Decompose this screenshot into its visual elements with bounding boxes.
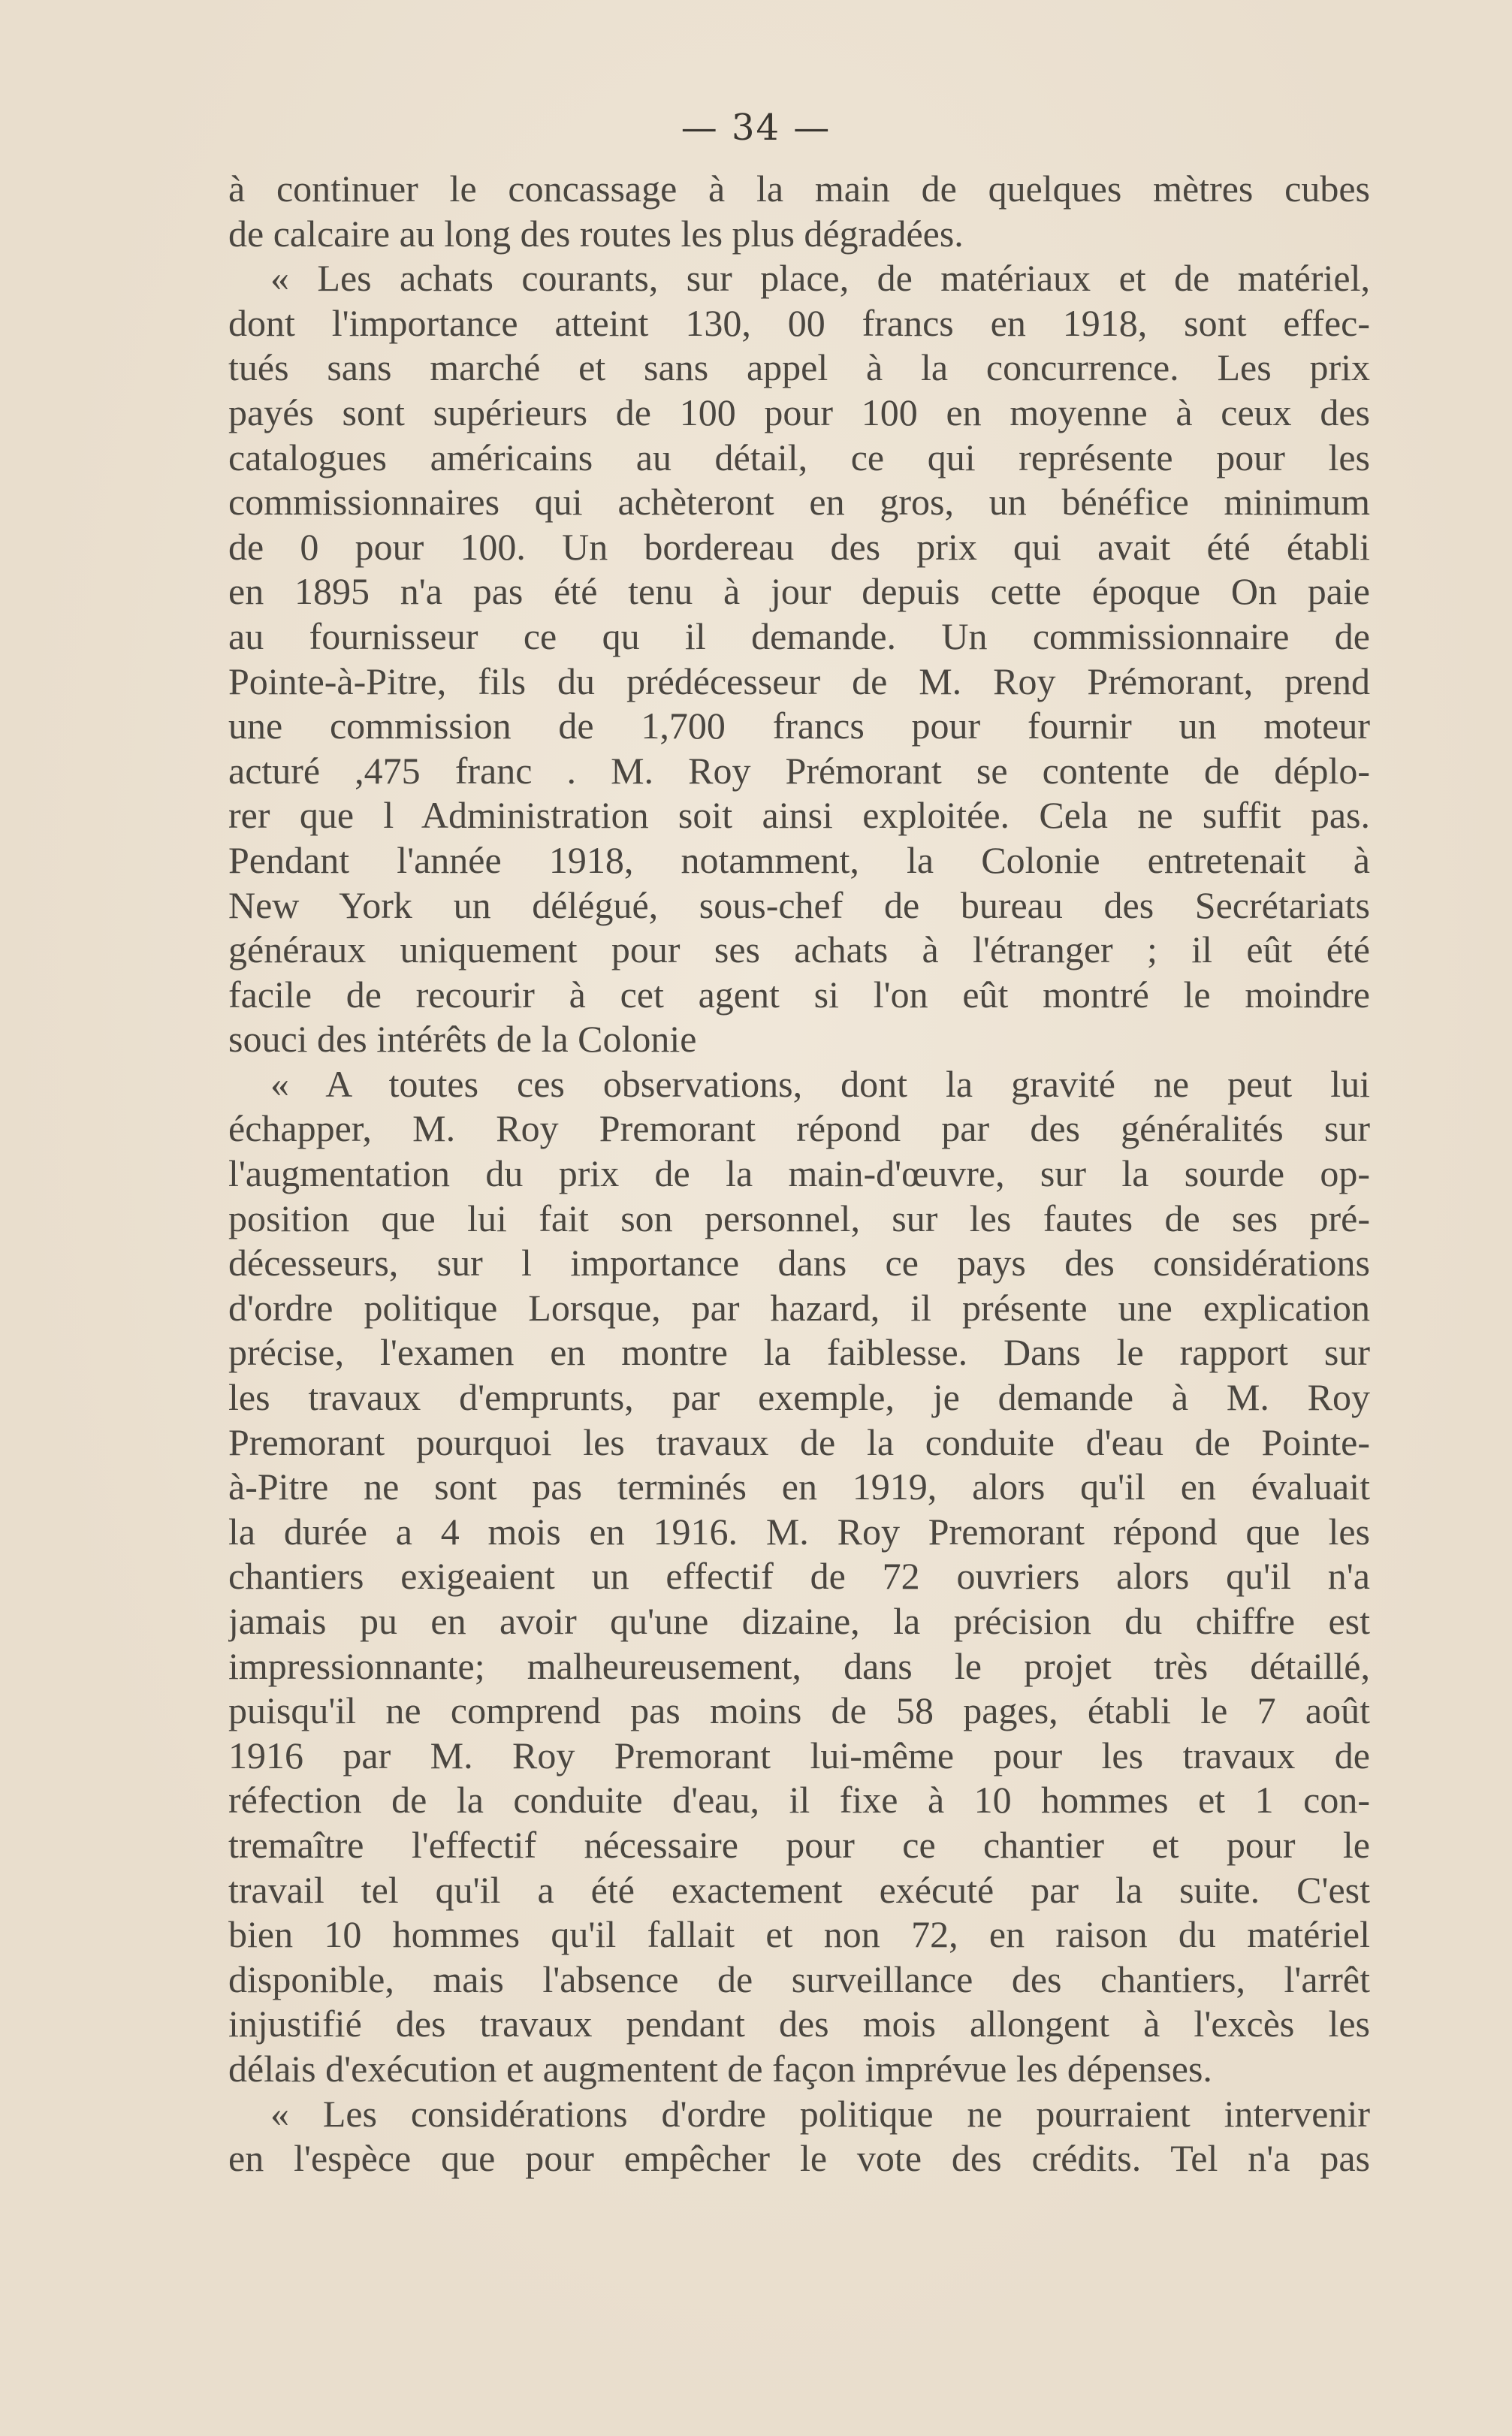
text-line: d'ordre politique Lorsque, par hazard, il présente une explication bbox=[228, 1286, 1370, 1329]
text-line: commissionnaires qui achèteront en gros, un bénéfice minimum bbox=[228, 481, 1370, 524]
text-line: jamais pu en avoir qu'une dizaine, la précision du chiffre est bbox=[228, 1600, 1370, 1642]
text-line: rer que l Administration soit ainsi exploitée. Cela ne suffit pas. bbox=[228, 794, 1370, 837]
text-line: disponible, mais l'absence de surveillance des chantiers, l'arrêt bbox=[228, 1958, 1370, 2000]
text-line: 1916 par M. Roy Premorant lui-même pour les travaux de bbox=[228, 1734, 1370, 1776]
text-line: réfection de la conduite d'eau, il fixe à 10 hommes et 1 con- bbox=[228, 1779, 1370, 1822]
text-line: délais d'exécution et augmentent de façon imprévue les dépenses. bbox=[228, 2047, 1212, 2090]
text-line: de calcaire au long des routes les plus dégradées. bbox=[228, 212, 964, 255]
text-line: décesseurs, sur l importance dans ce pays des considérations bbox=[228, 1242, 1370, 1284]
text-line: position que lui fait son personnel, sur les fautes de ses pré- bbox=[228, 1197, 1370, 1239]
text-line: à-Pitre ne sont pas terminés en 1919, alors qu'il en évaluait bbox=[228, 1466, 1370, 1508]
text-line: généraux uniquement pour ses achats à l'étranger ; il eût été bbox=[228, 928, 1370, 971]
text-line: Pointe-à-Pitre, fils du prédécesseur de M. Roy Prémorant, prend bbox=[228, 660, 1370, 702]
text-line: Premorant pourquoi les travaux de la conduite d'eau de Pointe- bbox=[228, 1420, 1370, 1463]
text-line: puisqu'il ne comprend pas moins de 58 pages, établi le 7 août bbox=[228, 1689, 1370, 1732]
text-line: facile de recourir à cet agent si l'on eût montré le moindre bbox=[228, 973, 1370, 1016]
body-text bbox=[228, 167, 1370, 2181]
text-line: tremaître l'effectif nécessaire pour ce chantier et pour le bbox=[228, 1823, 1370, 1866]
text-line: précise, l'examen en montre la faiblesse. Dans le rapport sur bbox=[228, 1331, 1370, 1374]
text-line: échapper, M. Roy Premorant répond par des généralités sur bbox=[228, 1107, 1370, 1150]
text-line: en l'espèce que pour empêcher le vote des crédits. Tel n'a pas bbox=[228, 2137, 1370, 2180]
text-line: travail tel qu'il a été exactement exécuté par la suite. C'est bbox=[228, 1868, 1370, 1911]
text-line: les travaux d'emprunts, par exemple, je demande à M. Roy bbox=[228, 1376, 1370, 1419]
paragraph-start-line: « Les achats courants, sur place, de matériaux et de matériel, bbox=[270, 257, 1370, 300]
paragraph-start-line: « A toutes ces observations, dont la gravité ne peut lui bbox=[270, 1062, 1370, 1105]
text-line: payés sont supérieurs de 100 pour 100 en moyenne à ceux des bbox=[228, 391, 1370, 433]
text-line: à continuer le concassage à la main de quelques mètres cubes bbox=[228, 168, 1370, 210]
text-line: de 0 pour 100. Un bordereau des prix qui avait été établi bbox=[228, 525, 1370, 568]
text-line: dont l'importance atteint 130, 00 francs en 1918, sont effec- bbox=[228, 301, 1370, 344]
text-line: en 1895 n'a pas été tenu à jour depuis cette époque On paie bbox=[228, 570, 1370, 613]
text-line: injustifié des travaux pendant des mois allongent à l'excès les bbox=[228, 2003, 1370, 2045]
text-line: chantiers exigeaient un effectif de 72 ouvriers alors qu'il n'a bbox=[228, 1555, 1370, 1598]
text-line: bien 10 hommes qu'il fallait et non 72, en raison du matériel bbox=[228, 1913, 1370, 1956]
text-line: acturé ,475 franc . M. Roy Prémorant se contente de déplo- bbox=[228, 749, 1370, 792]
text-line: l'augmentation du prix de la main-d'œuvre, sur la sourde op- bbox=[228, 1152, 1370, 1195]
text-line: une commission de 1,700 francs pour fournir un moteur bbox=[228, 705, 1370, 747]
page-number: — 34 — bbox=[681, 107, 831, 149]
text-line: la durée a 4 mois en 1916. M. Roy Premorant répond que les bbox=[228, 1510, 1370, 1553]
text-line: au fournisseur ce qu il demande. Un commissionnaire de bbox=[228, 614, 1370, 657]
text-line: tués sans marché et sans appel à la concurrence. Les prix bbox=[228, 346, 1370, 389]
text-line: New York un délégué, sous-chef de bureau des Secrétariats bbox=[228, 883, 1370, 926]
text-line: catalogues américains au détail, ce qui représente pour les bbox=[228, 436, 1370, 478]
text-line: impressionnante; malheureusement, dans le projet très détaillé, bbox=[228, 1644, 1370, 1687]
paragraph-start-line: « Les considérations d'ordre politique ne pourraient intervenir bbox=[270, 2092, 1370, 2135]
text-line: Pendant l'année 1918, notamment, la Colonie entretenait à bbox=[228, 838, 1370, 881]
text-line: souci des intérêts de la Colonie bbox=[228, 1018, 697, 1061]
